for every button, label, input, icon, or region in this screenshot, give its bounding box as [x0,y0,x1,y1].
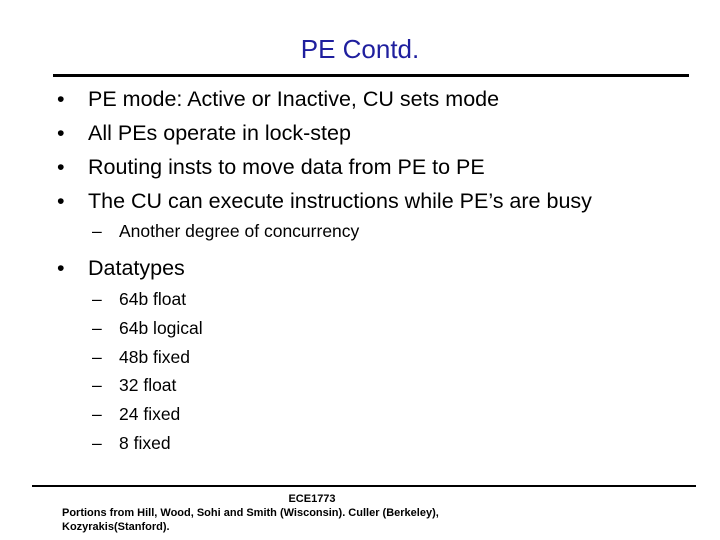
datatype-item [52,317,692,339]
bullet-item-datatypes [52,255,692,281]
dash-marker: – [92,346,102,367]
footer-credits-line1: Portions from Hill, Wood, Sohi and Smith (Wisconsin). Culler (Berkeley), [62,507,439,519]
bullet-text: The CU can execute instructions while PE’s are busy [88,189,592,213]
bullet-marker: • [57,87,65,111]
dash-marker: – [92,317,102,338]
datatype-text: 48b fixed [119,346,191,367]
bullet-item [52,188,692,214]
bullet-item [52,86,692,112]
dash-marker: – [92,404,102,425]
bullet-item [52,154,692,180]
bullet-marker: • [57,256,65,280]
datatype-text: 24 fixed [119,404,181,425]
bullet-item [52,120,692,146]
bullet-marker: • [57,155,65,179]
datatypes-heading: Datatypes [88,256,185,280]
datatype-item [52,374,692,396]
sub-bullet-item [52,220,692,242]
footer-credits-line2: Kozyrakis(Stanford). [62,521,170,533]
bullet-list [52,86,692,461]
datatype-text: 64b float [119,289,187,309]
datatype-item [52,288,692,310]
bullet-marker: • [57,121,65,145]
title-divider [53,74,689,77]
datatype-text: 32 float [119,375,177,396]
bullet-marker: • [57,189,65,213]
bullet-text: Routing insts to move data from PE to PE [88,155,485,179]
footer-course: ECE1773 [288,493,336,505]
sub-bullet-text: Another degree of concurrency [119,221,360,241]
bullet-text: All PEs operate in lock-step [88,121,351,145]
footer-divider [32,485,696,487]
datatype-text: 8 fixed [119,432,171,453]
dash-marker: – [92,375,102,396]
datatype-item [52,403,692,425]
dash-marker: – [92,289,102,309]
footer [62,492,582,534]
bullet-text: PE mode: Active or Inactive, CU sets mode [88,87,500,111]
datatype-item [52,432,692,454]
dash-marker: – [92,432,102,453]
datatype-text: 64b logical [119,317,203,338]
datatype-item [52,346,692,368]
dash-marker: – [92,221,102,241]
slide-title: PE Contd. [300,34,420,64]
